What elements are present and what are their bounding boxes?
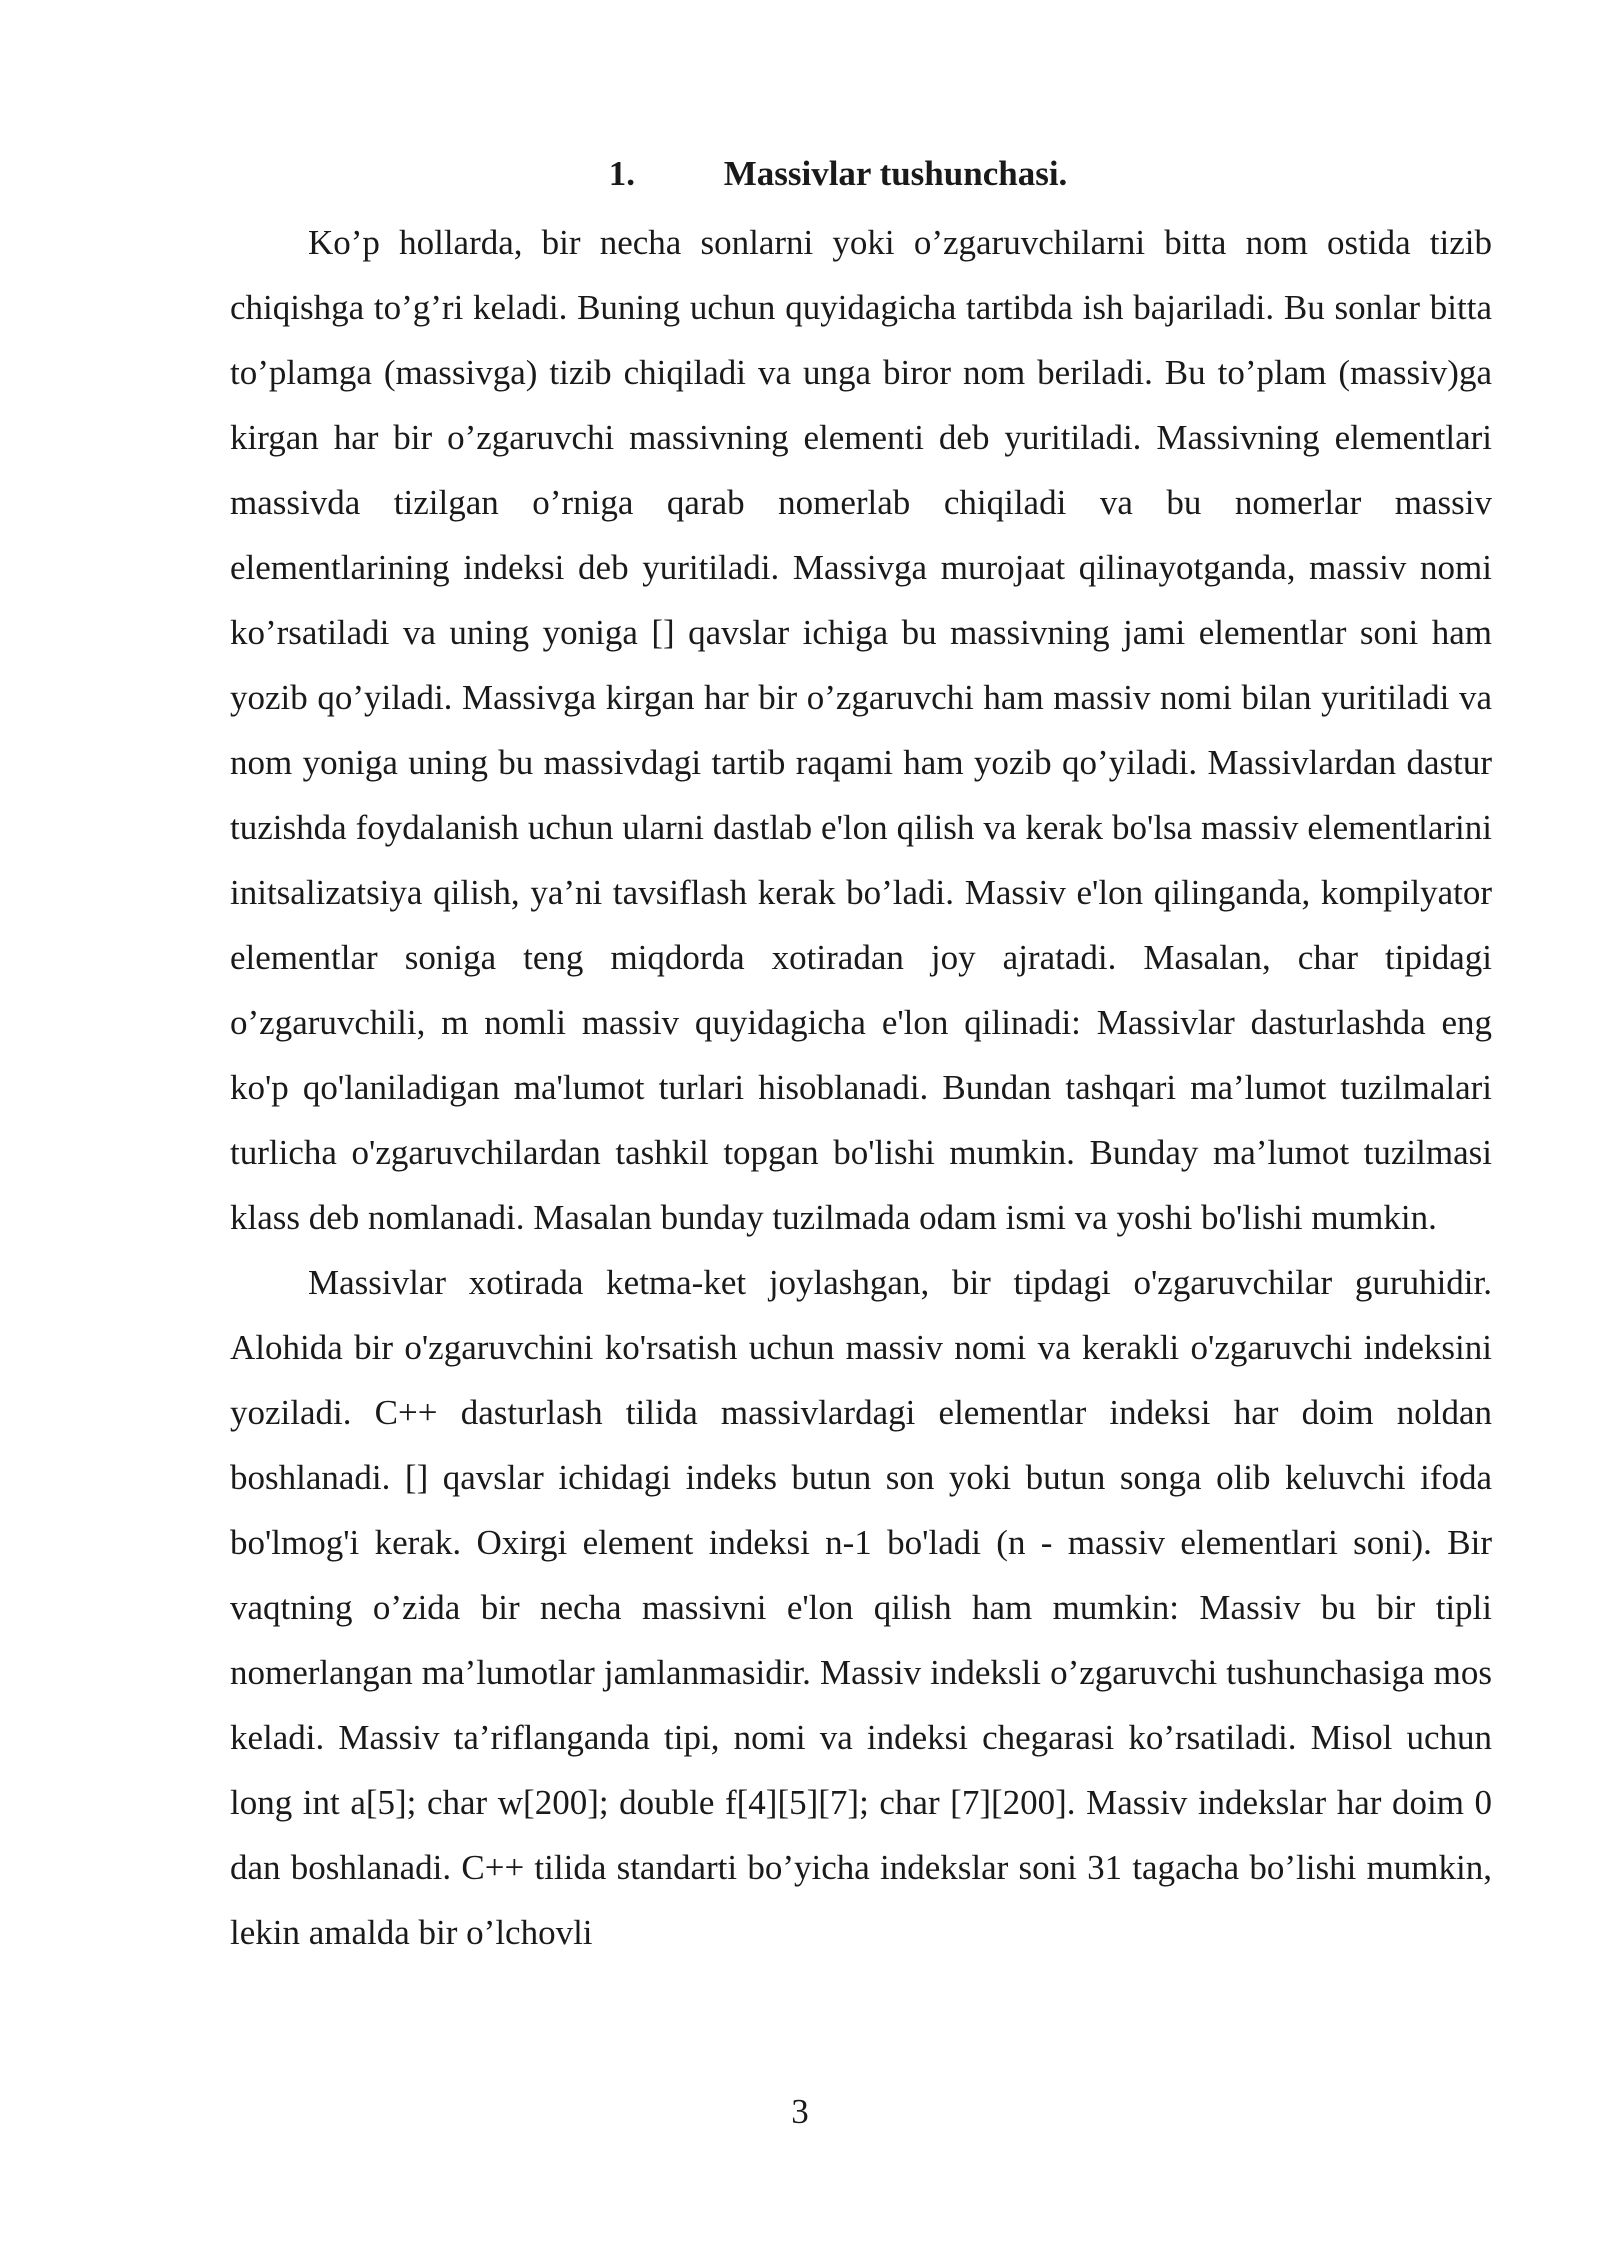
section-heading: [0, 152, 1600, 196]
body-text: [230, 210, 1492, 1965]
page-number: 3: [791, 2092, 809, 2131]
paragraph-1: Ko’p hollarda, bir necha sonlarni yoki o’zgaruvchilarni bitta nom ostida tizib chiqishga to’g’ri keladi. Buning uchun quyidagicha tartibda ish bajariladi. Bu sonlar bitta to’plamga (massivga) tizib chiqiladi va unga biror nom beriladi. Bu to’plam (massiv)ga kirgan har bir o’zgaruvchi massivning elementi deb yuritiladi. Massivning elementlari massivda tizilgan o’rniga qarab nomerlab chiqiladi va bu nomerlar massiv elementlarining indeksi deb yuritiladi. Massivga murojaat qilinayotganda, massiv nomi ko’rsatiladi va uning yoniga [] qavslar ichiga bu massivning jami elementlar soni ham yozib qo’yiladi. Massivga kirgan har bir o’zgaruvchi ham massiv nomi bilan yuritiladi va nom yoniga uning bu massivdagi tartib raqami ham yozib qo’yiladi. Massivlardan dastur tuzishda foydalanish uchun ularni dastlab e'lon qilish va kerak bo'lsa massiv elementlarini initsalizatsiya qilish, ya’ni tavsiflash kerak bo’ladi. Massiv e'lon qilinganda, kompilyator elementlar soniga teng miqdorda xotiradan joy ajratadi. Masalan, char tipidagi o’zgaruvchili, m nomli massiv quyidagicha e'lon qilinadi: Massivlar dasturlashda eng ko'p qo'laniladigan ma'lumot turlari hisoblanadi. Bundan tashqari ma’lumot tuzilmalari turlicha o'zgaruvchilardan tashkil topgan bo'lishi mumkin. Bunday ma’lumot tuzilmasi klass deb nomlanadi. Masalan bunday tuzilmada odam ismi va yoshi bo'lishi mumkin.: [230, 223, 1492, 1237]
section-title: Massivlar tushunchasi.: [723, 154, 1068, 193]
section-number: 1.: [608, 154, 635, 193]
paragraph-2: Massivlar xotirada ketma-ket joylashgan, bir tipdagi o'zgaruvchilar guruhidir. Alohida bir o'zgaruvchini ko'rsatish uchun massiv nomi va kerakli o'zgaruvchi indeksini yoziladi. C++ dasturlash tilida massivlardagi elementlar indeksi har doim noldan boshlanadi. [] qavslar ichidagi indeks butun son yoki butun songa olib keluvchi ifoda bo'lmog'i kerak. Oxirgi element indeksi n-1 bo'ladi (n - massiv elementlari soni). Bir vaqtning o’zida bir necha massivni e'lon qilish ham mumkin: Massiv bu bir tipli nomerlangan ma’lumotlar jamlanmasidir. Massiv indeksli o’zgaruvchi tushunchasiga mos keladi. Massiv ta’riflanganda tipi, nomi va indeksi chegarasi ko’rsatiladi. Misol uchun long int a[5]; char w[200]; double f[4][5][7]; char [7][200]. Massiv indekslar har doim 0 dan boshlanadi. C++ tilida standarti bo’yicha indekslar soni 31 tagacha bo’lishi mumkin, lekin amalda bir o’lchovli: [230, 1263, 1492, 1952]
